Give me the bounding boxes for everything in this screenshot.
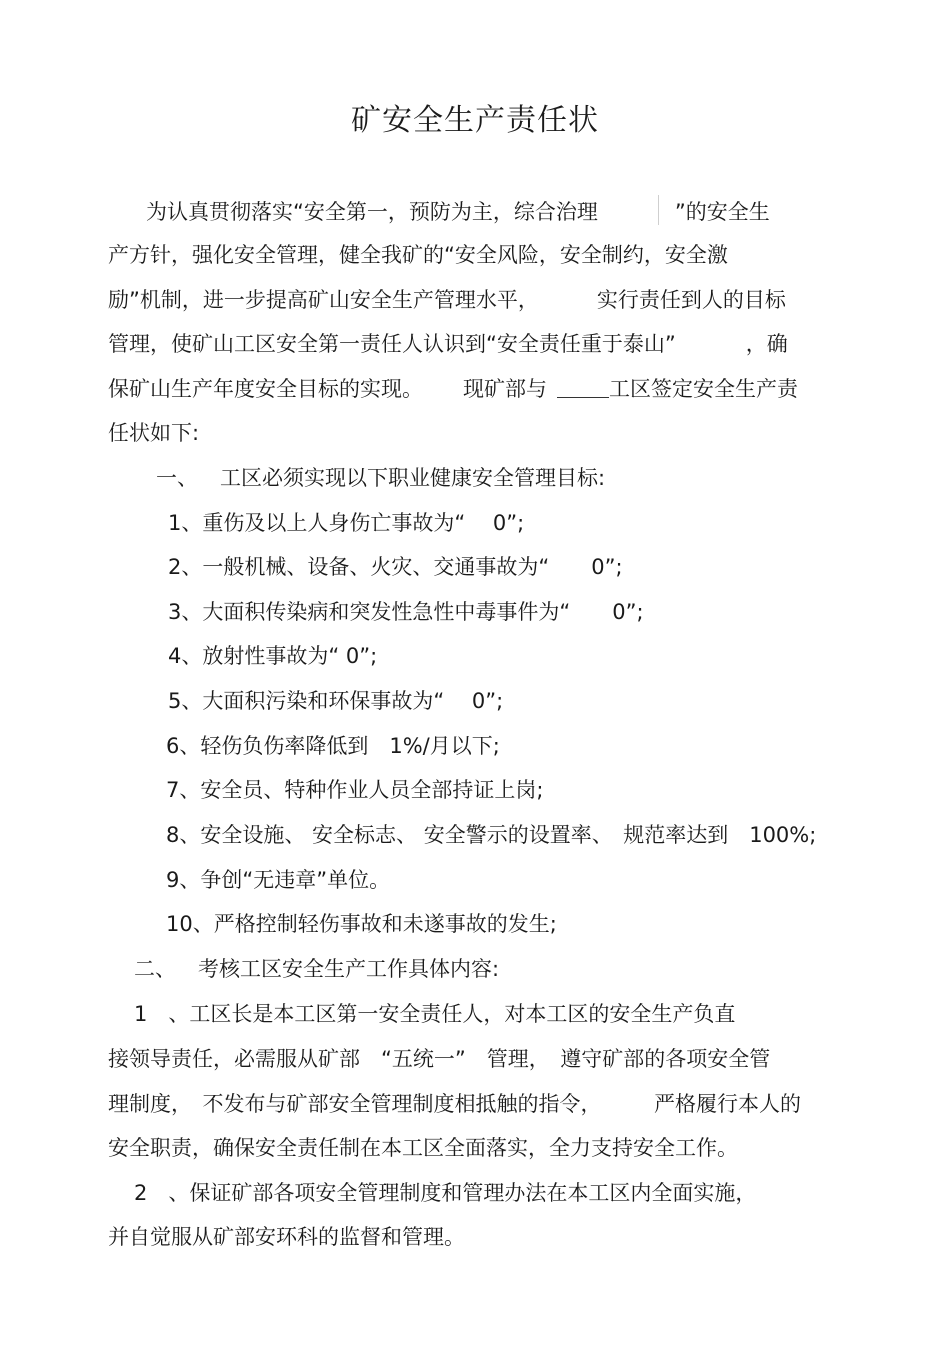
goal-item-2: 2、一般机械、设备、火灾、交通事故为“ 0”; bbox=[168, 555, 623, 579]
clause-1-line-4: 安全职责，确保安全责任制在本工区全面落实，全力支持安全工作。 bbox=[108, 1136, 738, 1160]
section-2-text: 考核工区安全生产工作具体内容: bbox=[198, 957, 500, 981]
goal-item-8: 8、安全设施、 安全标志、 安全警示的设置率、 规范率达到 100%; bbox=[166, 823, 817, 847]
goal-item-10: 10、严格控制轻伤事故和未遂事故的发生; bbox=[166, 912, 557, 936]
section-1-number: 一、 bbox=[156, 466, 198, 490]
section-2-heading bbox=[134, 954, 499, 984]
goal-item-1: 1、重伤及以上人身伤亡事故为“ 0”; bbox=[168, 511, 525, 535]
clause-2-line-1: 2 、保证矿部各项安全管理制度和管理办法在本工区内全面实施， bbox=[134, 1181, 757, 1205]
intro-line-4-a: 管理，使矿山工区安全第一责任人认识到“安全责任重于泰山” bbox=[108, 332, 676, 356]
goal-item-5: 5、大面积污染和环保事故为“ 0”; bbox=[168, 689, 504, 713]
clause-1-line-2: 接领导责任，必需服从矿部 “五统一” 管理， 遵守矿部的各项安全管 bbox=[108, 1047, 771, 1071]
worksite-blank[interactable] bbox=[557, 375, 609, 398]
document-title: 矿安全生产责任状 bbox=[351, 103, 599, 138]
section-1-text: 工区必须实现以下职业健康安全管理目标: bbox=[220, 466, 606, 490]
intro-line-3-a: 励”机制，进一步提高矿山安全生产管理水平， bbox=[108, 288, 539, 312]
intro-line-1-a: 为认真贯彻落实“安全第一，预防为主，综合治理 bbox=[146, 200, 598, 224]
clause-2-line-2: 并自觉服从矿部安环科的监督和管理。 bbox=[108, 1225, 465, 1249]
section-1-heading bbox=[156, 463, 605, 493]
intro-line-4 bbox=[108, 329, 788, 359]
intro-line-5 bbox=[108, 374, 798, 404]
intro-line-6: 任状如下: bbox=[108, 421, 200, 445]
intro-line-1 bbox=[146, 195, 770, 227]
goal-item-7: 7、安全员、特种作业人员全部持证上岗; bbox=[166, 778, 544, 802]
intro-line-1-b: ”的安全生 bbox=[674, 200, 770, 224]
intro-line-5-a: 保矿山生产年度安全目标的实现。 bbox=[108, 377, 423, 401]
intro-line-3 bbox=[108, 285, 786, 315]
intro-line-3-b: 实行责任到人的目标 bbox=[596, 288, 786, 312]
form-field-divider bbox=[658, 195, 659, 225]
clause-1-line-3: 理制度， 不发布与矿部安全管理制度相抵触的指令， 严格履行本人的 bbox=[108, 1092, 801, 1116]
goal-item-4: 4、放射性事故为“ 0”; bbox=[168, 644, 378, 668]
intro-line-5-c: 工区签定安全生产责 bbox=[609, 377, 798, 401]
intro-line-5-b: 现矿部与 bbox=[463, 377, 547, 401]
section-2-number: 二、 bbox=[134, 957, 176, 981]
goal-item-9: 9、争创“无违章”单位。 bbox=[166, 868, 391, 892]
intro-line-2: 产方针，强化安全管理，健全我矿的“安全风险，安全制约，安全激 bbox=[108, 243, 728, 267]
goal-item-6: 6、轻伤负伤率降低到 1%/月以下; bbox=[166, 734, 500, 758]
goal-item-3: 3、大面积传染病和突发性急性中毒事件为“ 0”; bbox=[168, 600, 644, 624]
clause-1-line-1: 1 、工区长是本工区第一安全责任人，对本工区的安全生产负直 bbox=[134, 1002, 736, 1026]
intro-line-4-b: ，确 bbox=[745, 332, 788, 356]
